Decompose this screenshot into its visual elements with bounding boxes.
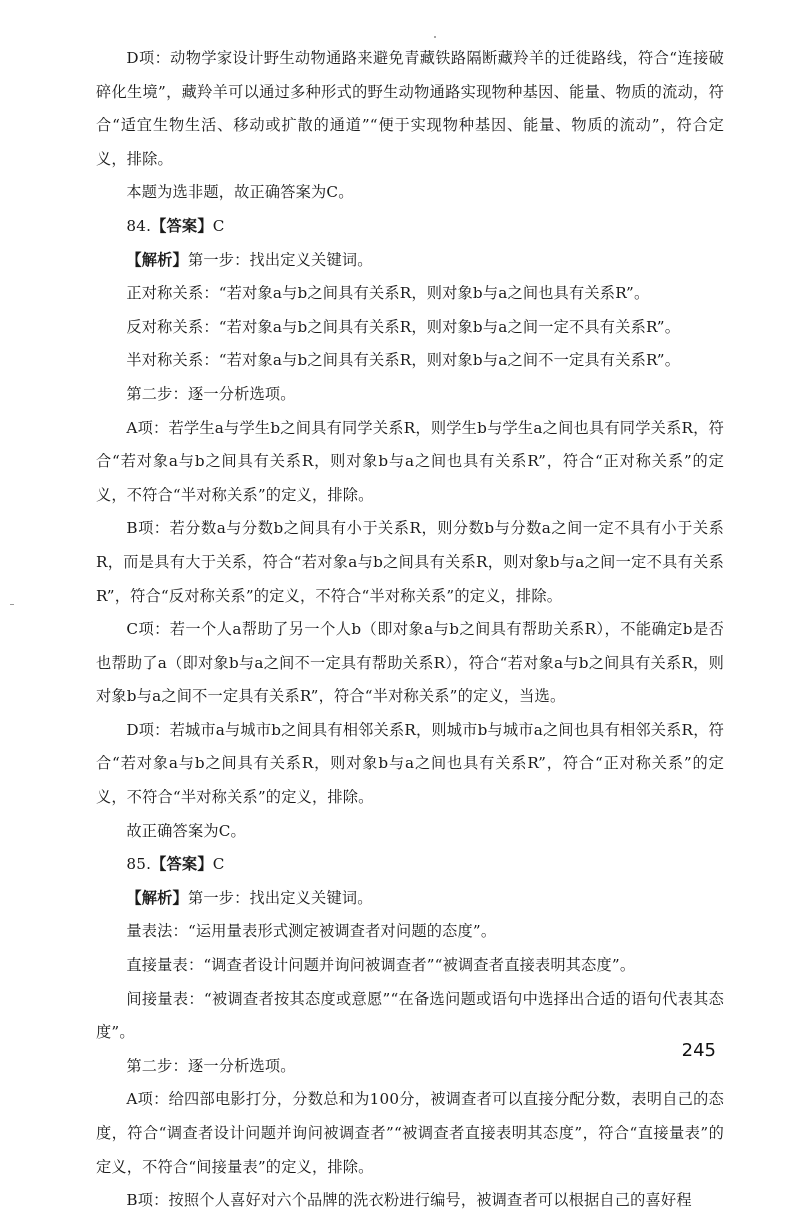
paragraph: 反对称关系：“若对象a与b之间具有关系R，则对象b与a之间一定不具有关系R”。	[126, 317, 681, 336]
paragraph: B项：若分数a与分数b之间具有小于关系R，则分数b与分数a之间一定不具有小于关系R，而是具有大于关系，符合“若对象a与b之间具有关系R，则对象b与a之间一定不具有关系R”，符合“反对称关系”的定义，不符合“半对称关系”的定义，排除。	[96, 519, 724, 605]
question-number: 85.	[126, 855, 152, 874]
analysis-text: 第一步：找出定义关键词。	[187, 888, 373, 907]
analysis-heading: 【解析】	[126, 888, 188, 907]
analysis-line-84	[96, 244, 724, 278]
paragraph: A项：给四部电影打分，分数总和为100分，被调查者可以直接分配分数，表明自己的态度，符合“调查者设计问题并询问被调查者”“被调查者直接表明其态度”，符合“直接量表”的定义，不符合“间接量表”的定义，排除。	[96, 1090, 724, 1176]
paragraph: 半对称关系：“若对象a与b之间具有关系R，则对象b与a之间不一定具有关系R”。	[126, 351, 681, 370]
paragraph: A项：若学生a与学生b之间具有同学关系R，则学生b与学生a之间也具有同学关系R，符合“若对象a与b之间具有关系R，则对象b与a之间也具有关系R”，符合“正对称关系”的定义，不符合“半对称关系”的定义，排除。	[96, 418, 724, 504]
answer-line-84	[96, 210, 724, 244]
paragraph: 本题为选非题，故正确答案为C。	[126, 183, 354, 202]
question-number: 84.	[126, 216, 152, 235]
page-number: 245	[681, 1040, 716, 1061]
paragraph: 故正确答案为C。	[126, 821, 246, 840]
paragraph: 量表法：“运用量表形式测定被调查者对问题的态度”。	[126, 922, 497, 941]
paragraph: 第二步：逐一分析选项。	[126, 384, 296, 403]
paragraph: D项：动物学家设计野生动物通路来避免青藏铁路隔断藏羚羊的迁徙路线，符合“连接破碎化生境”，藏羚羊可以通过多种形式的野生动物通路实现物种基因、能量、物质的流动，符合“适宜生物生活、移动或扩散的通道”“便于实现物种基因、能量、物质的流动”，符合定义，排除。	[96, 49, 724, 168]
analysis-heading: 【解析】	[126, 250, 188, 269]
paragraph: 正对称关系：“若对象a与b之间具有关系R，则对象b与a之间也具有关系R”。	[126, 284, 650, 303]
scan-mark	[434, 36, 436, 38]
analysis-text: 第一步：找出定义关键词。	[187, 250, 373, 269]
paragraph: C项：若一个人a帮助了另一个人b（即对象a与b之间具有帮助关系R），不能确定b是否也帮助了a（即对象b与a之间不一定具有帮助关系R），符合“若对象a与b之间具有关系R，则对象b与a之间不一定具有关系R”，符合“半对称关系”的定义，当选。	[96, 620, 724, 706]
scan-edge-mark	[10, 604, 14, 605]
page-body	[96, 42, 724, 1218]
paragraph: 第二步：逐一分析选项。	[126, 1056, 296, 1075]
answer-value: C	[212, 855, 225, 874]
analysis-line-85	[96, 882, 724, 916]
paragraph: 间接量表：“被调查者按其态度或意愿”“在备选问题或语句中选择出合适的语句代表其态度”。	[96, 989, 724, 1042]
answer-line-85	[96, 848, 724, 882]
paragraph: B项：按照个人喜好对六个品牌的洗衣粉进行编号，被调查者可以根据自己的喜好程	[126, 1191, 692, 1210]
answer-heading: 【答案】	[151, 855, 213, 874]
answer-heading: 【答案】	[151, 216, 213, 235]
paragraph: 直接量表：“调查者设计问题并询问被调查者”“被调查者直接表明其态度”。	[126, 956, 636, 975]
paragraph: D项：若城市a与城市b之间具有相邻关系R，则城市b与城市a之间也具有相邻关系R，符合“若对象a与b之间具有关系R，则对象b与a之间也具有关系R”，符合“正对称关系”的定义，不符合“半对称关系”的定义，排除。	[96, 720, 724, 807]
answer-value: C	[212, 216, 225, 235]
